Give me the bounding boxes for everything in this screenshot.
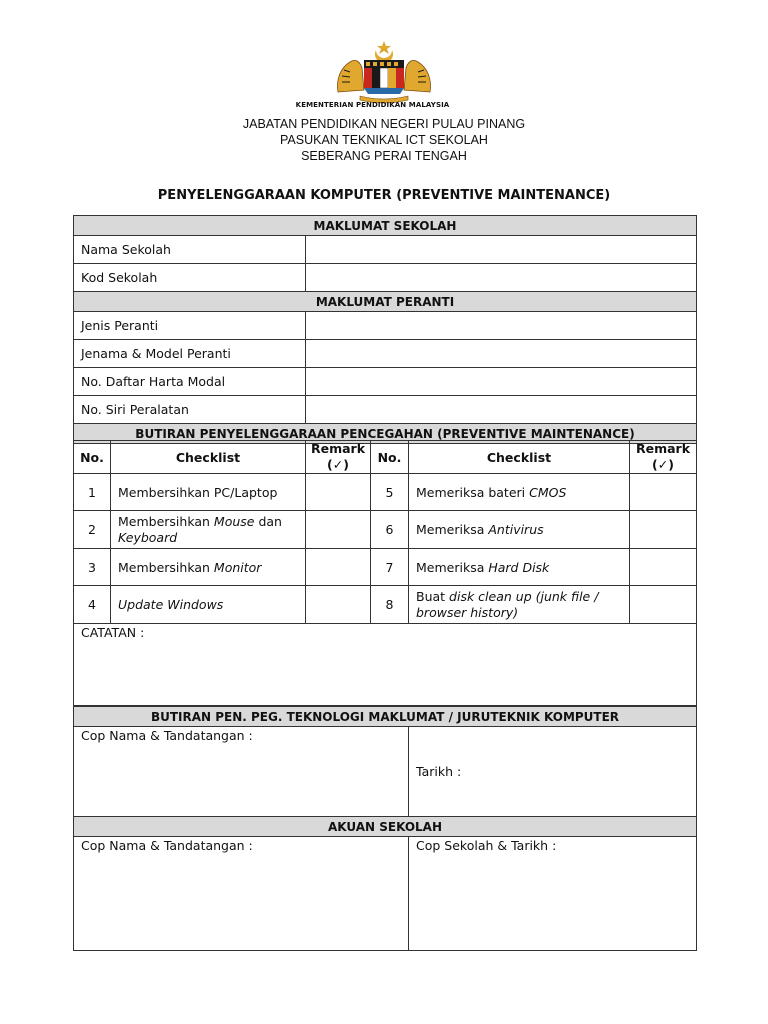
item-text-part: dan bbox=[254, 513, 282, 529]
section-maklumat-sekolah: MAKLUMAT SEKOLAH bbox=[74, 216, 697, 236]
remark-cell-4[interactable] bbox=[306, 586, 371, 624]
item-text bbox=[409, 474, 630, 511]
col-no-2: No. bbox=[371, 441, 409, 474]
item-text-italic: Hard Disk bbox=[488, 559, 550, 575]
juruteknik-cop-label: Cop Nama & Tandatangan : bbox=[81, 728, 253, 743]
tick-mark: (✓) bbox=[327, 457, 349, 472]
akuan-cop-sekolah-box[interactable] bbox=[409, 837, 697, 951]
info-table bbox=[73, 215, 697, 444]
item-text-italic: Monitor bbox=[213, 559, 262, 575]
col-no: No. bbox=[74, 441, 111, 474]
header-line-2: PASUKAN TEKNIKAL ICT SEKOLAH bbox=[280, 133, 488, 147]
col-checklist-2: Checklist bbox=[409, 441, 630, 474]
item-text-italic: Keyboard bbox=[118, 529, 178, 545]
akuan-signature-box[interactable] bbox=[74, 837, 409, 951]
document-title: PENYELENGGARAAN KOMPUTER (PREVENTIVE MAINTENANCE) bbox=[157, 188, 611, 203]
item-text-part: Memeriksa bateri bbox=[416, 484, 530, 500]
item-text bbox=[111, 511, 306, 549]
remark-cell-7[interactable] bbox=[630, 549, 697, 586]
cop-sekolah-label: Cop Sekolah & Tarikh : bbox=[416, 838, 557, 853]
section-akuan-sekolah: AKUAN SEKOLAH bbox=[74, 817, 697, 837]
checklist-table bbox=[73, 440, 697, 706]
item-no: 2 bbox=[74, 511, 111, 549]
juruteknik-signature-box[interactable] bbox=[74, 727, 409, 817]
item-text-italic: Update Windows bbox=[118, 597, 224, 612]
item-text bbox=[111, 474, 306, 511]
label-nama-sekolah: Nama Sekolah bbox=[74, 236, 306, 264]
item-no: 8 bbox=[371, 586, 409, 624]
ministry-name: KEMENTERIAN PENDIDIKAN MALAYSIA bbox=[295, 101, 450, 109]
item-text bbox=[409, 549, 630, 586]
col-remark-label: Remark bbox=[310, 441, 366, 456]
col-remark bbox=[306, 441, 371, 474]
remark-cell-6[interactable] bbox=[630, 511, 697, 549]
label-no-daftar: No. Daftar Harta Modal bbox=[74, 368, 306, 396]
col-remark-label-2: Remark bbox=[635, 441, 691, 456]
item-text-part: Memeriksa bbox=[416, 559, 489, 575]
label-jenama-model: Jenama & Model Peranti bbox=[74, 340, 306, 368]
section-maklumat-peranti: MAKLUMAT PERANTI bbox=[74, 292, 697, 312]
item-no: 6 bbox=[371, 511, 409, 549]
coat-of-arms-icon bbox=[330, 40, 438, 104]
col-remark-2 bbox=[630, 441, 697, 474]
item-no: 5 bbox=[371, 474, 409, 511]
field-no-siri[interactable] bbox=[306, 396, 697, 424]
section-butiran: BUTIRAN PENYELENGGARAAN PENCEGAHAN (PREVENTIVE MAINTENANCE) bbox=[74, 424, 697, 444]
header-line-1: JABATAN PENDIDIKAN NEGERI PULAU PINANG bbox=[242, 117, 526, 131]
item-text-italic: Mouse bbox=[213, 513, 255, 529]
remark-cell-1[interactable] bbox=[306, 474, 371, 511]
label-kod-sekolah: Kod Sekolah bbox=[74, 264, 306, 292]
field-nama-sekolah[interactable] bbox=[306, 236, 697, 264]
item-text-part: Buat bbox=[416, 588, 450, 604]
catatan-box[interactable] bbox=[74, 624, 697, 706]
field-jenis-peranti[interactable] bbox=[306, 312, 697, 340]
remark-cell-2[interactable] bbox=[306, 511, 371, 549]
item-text bbox=[409, 586, 630, 624]
item-text-italic: disk clean up (junk file / browser history) bbox=[416, 588, 599, 620]
item-text-italic: CMOS bbox=[529, 484, 567, 500]
field-jenama-model[interactable] bbox=[306, 340, 697, 368]
field-no-daftar[interactable] bbox=[306, 368, 697, 396]
item-no: 3 bbox=[74, 549, 111, 586]
item-text bbox=[111, 549, 306, 586]
remark-cell-8[interactable] bbox=[630, 586, 697, 624]
juruteknik-tarikh-box[interactable] bbox=[409, 727, 697, 817]
item-text-part: Membersihkan bbox=[118, 513, 214, 529]
tarikh-label: Tarikh : bbox=[416, 764, 462, 779]
remark-cell-3[interactable] bbox=[306, 549, 371, 586]
item-no: 4 bbox=[74, 586, 111, 624]
remark-cell-5[interactable] bbox=[630, 474, 697, 511]
item-text bbox=[111, 586, 306, 624]
tick-mark-2: (✓) bbox=[652, 457, 674, 472]
item-no: 1 bbox=[74, 474, 111, 511]
section-juruteknik: BUTIRAN PEN. PEG. TEKNOLOGI MAKLUMAT / JURUTEKNIK KOMPUTER bbox=[74, 707, 697, 727]
label-no-siri: No. Siri Peralatan bbox=[74, 396, 306, 424]
signature-table bbox=[73, 706, 697, 951]
item-text-part: Memeriksa bbox=[416, 522, 489, 537]
label-jenis-peranti: Jenis Peranti bbox=[74, 312, 306, 340]
item-text bbox=[409, 511, 630, 549]
akuan-cop-label: Cop Nama & Tandatangan : bbox=[81, 838, 253, 853]
catatan-label: CATATAN : bbox=[81, 625, 145, 640]
item-no: 7 bbox=[371, 549, 409, 586]
item-text-italic: Antivirus bbox=[488, 522, 544, 537]
field-kod-sekolah[interactable] bbox=[306, 264, 697, 292]
header-line-3: SEBERANG PERAI TENGAH bbox=[301, 149, 467, 163]
item-text-part: Membersihkan bbox=[118, 559, 214, 575]
col-checklist: Checklist bbox=[111, 441, 306, 474]
item-text-part: Membersihkan PC/Laptop bbox=[118, 484, 278, 500]
